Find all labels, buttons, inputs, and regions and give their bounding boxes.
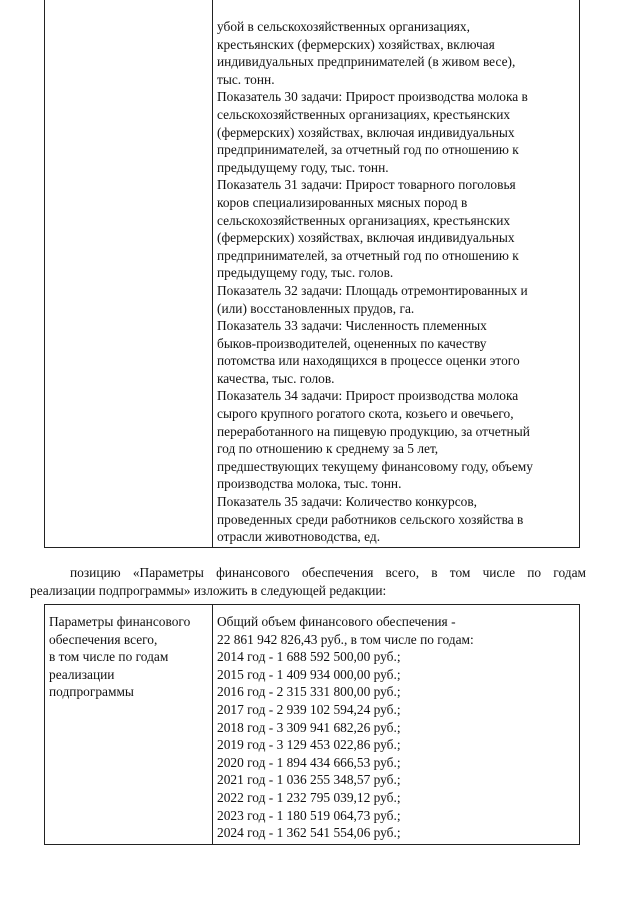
indicator-text-line: Показатель 35 задачи: Количество конкурсов, (217, 494, 478, 510)
funding-value-line: 22 861 942 826,43 руб., в том числе по годам: (217, 631, 474, 647)
indicator-text-line: предшествующих текущему финансовому году, объему (217, 458, 533, 474)
funding-value-line: 2021 год - 1 036 255 348,57 руб.; (217, 772, 401, 788)
funding-value-line: 2016 год - 2 315 331 800,00 руб.; (217, 684, 401, 700)
indicator-text-line: убой в сельскохозяйственных организациях, (217, 19, 470, 34)
indicator-text-line: предпринимателей, за отчетный год по отношению к (217, 247, 519, 263)
indicator-text-line: Показатель 34 задачи: Прирост производства молока (217, 388, 519, 404)
amendment-paragraph-line-2: реализации подпрограммы» изложить в следующей редакции: (30, 582, 387, 598)
parameter-label-line: в том числе по годам (49, 649, 169, 665)
funding-table-left-cell (49, 613, 209, 701)
indicator-text-line: год по отношению к среднему за 5 лет, (217, 441, 439, 457)
indicator-text-line: быков-производителей, оцененных по качеству (217, 335, 487, 351)
parameter-label-line: обеспечения всего, (49, 631, 158, 647)
indicator-text-line: (или) восстановленных прудов, га. (217, 300, 415, 316)
indicator-text-line: качества, тыс. голов. (217, 370, 335, 386)
funding-value-line: 2015 год - 1 409 934 000,00 руб.; (217, 666, 401, 682)
indicator-text-line: сельскохозяйственных организациях, крестьянских (217, 106, 511, 122)
funding-table-right-cell (217, 613, 577, 842)
parameter-label-line: подпрограммы (49, 684, 134, 700)
indicator-text-line: переработанного на пищевую продукцию, за отчетный (217, 423, 530, 439)
amendment-paragraph-line-1: позицию «Параметры финансового обеспечения всего, в том числе по годам (70, 565, 586, 580)
indicator-text-line: Показатель 32 задачи: Площадь отремонтированных и (217, 282, 528, 298)
parameter-label-line: реализации (49, 666, 115, 682)
parameter-label-line: Параметры финансового (49, 614, 191, 629)
amendment-paragraph (30, 564, 586, 599)
funding-table-divider (212, 605, 213, 844)
funding-value-line: 2019 год - 3 129 453 022,86 руб.; (217, 737, 401, 753)
indicator-text-line: Показатель 30 задачи: Прирост производства молока в (217, 89, 528, 105)
indicator-text-line: (фермерских) хозяйствах, включая индивидуальных (217, 230, 515, 246)
funding-value-line: 2014 год - 1 688 592 500,00 руб.; (217, 649, 401, 665)
indicators-table-right-cell (217, 18, 577, 546)
indicators-table-left-cell (45, 0, 212, 547)
indicator-text-line: потомства или находящихся в процессе оценки этого (217, 353, 520, 369)
indicators-table (44, 0, 580, 548)
funding-value-line: 2022 год - 1 232 795 039,12 руб.; (217, 789, 401, 805)
indicator-text-line: предпринимателей, за отчетный год по отношению к (217, 142, 519, 158)
funding-value-line: 2023 год - 1 180 519 064,73 руб.; (217, 807, 401, 823)
funding-value-line: 2024 год - 1 362 541 554,06 руб.; (217, 825, 401, 841)
funding-value-line: 2017 год - 2 939 102 594,24 руб.; (217, 701, 401, 717)
indicator-text-line: проведенных среди работников сельского хозяйства в (217, 511, 524, 527)
indicator-text-line: коров специализированных мясных пород в (217, 194, 468, 210)
indicator-text-line: (фермерских) хозяйствах, включая индивидуальных (217, 124, 515, 140)
indicator-text-line: тыс. тонн. (217, 71, 275, 87)
indicator-text-line: сельскохозяйственных организациях, крестьянских (217, 212, 511, 228)
indicator-text-line: индивидуальных предпринимателей (в живом весе), (217, 54, 516, 70)
indicator-text-line: отрасли животноводства, ед. (217, 529, 381, 545)
funding-table (44, 604, 580, 845)
indicator-text-line: Показатель 33 задачи: Численность племенных (217, 318, 487, 334)
indicator-text-line: предыдущему году, тыс. тонн. (217, 159, 389, 175)
indicator-text-line: Показатель 31 задачи: Прирост товарного поголовья (217, 177, 516, 193)
indicator-text-line: производства молока, тыс. тонн. (217, 476, 402, 492)
funding-value-line: 2020 год - 1 894 434 666,53 руб.; (217, 754, 401, 770)
indicator-text-line: предыдущему году, тыс. голов. (217, 265, 394, 281)
funding-value-line: 2018 год - 3 309 941 682,26 руб.; (217, 719, 401, 735)
indicator-text-line: сырого крупного рогатого скота, козьего и овечьего, (217, 406, 514, 422)
indicators-table-divider (212, 0, 213, 547)
indicator-text-line: крестьянских (фермерских) хозяйствах, включая (217, 36, 495, 52)
funding-value-line: Общий объем финансового обеспечения - (217, 614, 456, 629)
